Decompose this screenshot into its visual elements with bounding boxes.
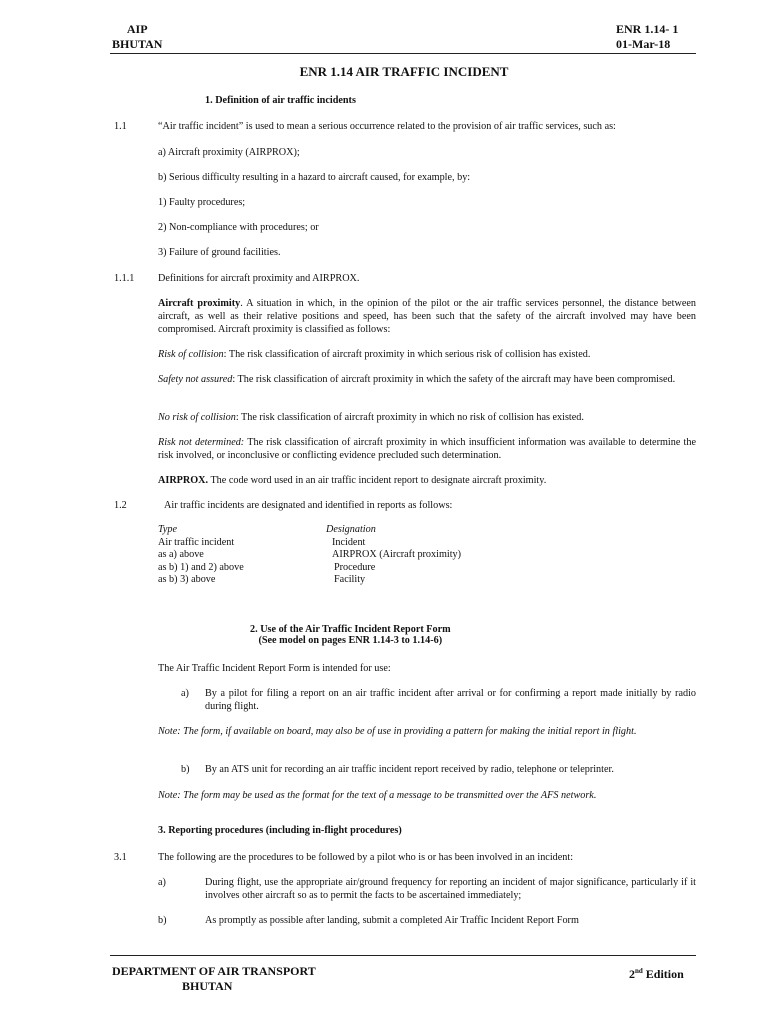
table-header-row [158, 524, 461, 537]
term-airprox: AIRPROX. [158, 475, 209, 486]
footer-rule [110, 955, 696, 956]
term-no-risk-of-collision: No risk of collision [158, 412, 236, 423]
header-date: 01-Mar-18 [616, 37, 671, 51]
item-2: 2) Non-compliance with procedures; or [158, 222, 319, 233]
section2-note2-text: Note: The form may be used as the format for the text of a message to be transmitted over the AFS network. [158, 790, 597, 801]
table-row [158, 562, 461, 575]
para-num-1-1: 1.1 [114, 121, 127, 132]
para-3-1: The following are the procedures to be followed by a pilot who is or has been involved in an incident: [158, 852, 574, 863]
footer-left [112, 964, 316, 994]
para-num-1-1-1: 1.1.1 [114, 273, 135, 284]
term-safety-not-assured: Safety not assured [158, 374, 233, 385]
section2-a-text: By a pilot for filing a report on an air traffic incident after arrival or for confirming a report made initially by radio during flight. [205, 688, 696, 712]
section2-heading-line1: 2. Use of the Air Traffic Incident Report Form [250, 624, 451, 635]
def-no-risk-of-collision [158, 411, 696, 424]
item-1: 1) Faulty procedures; [158, 197, 246, 208]
def-risk-not-determined [158, 436, 696, 462]
section2-note1 [158, 725, 696, 738]
term-risk-not-determined: Risk not determined: [158, 437, 245, 448]
section2-note1-text: Note: The form, if available on board, may also be of use in providing a pattern for making the initial report in flight. [158, 726, 637, 737]
table-cell-type: as a) above [158, 549, 204, 561]
header-rule [110, 53, 696, 54]
footer-edition-word: Edition [642, 967, 684, 981]
footer-edition [629, 964, 684, 982]
table-cell-type: as b) 3) above [158, 574, 216, 586]
table-cell-designation: Facility [334, 574, 366, 586]
item-b: b) Serious difficulty resulting in a hazard to aircraft caused, for example, by: [158, 172, 471, 183]
text-safety-not-assured: : The risk classification of aircraft proximity in which the safety of the aircraft may have been compromised. [232, 374, 676, 385]
footer-department: DEPARTMENT OF AIR TRANSPORT [112, 964, 316, 978]
section3-heading: 3. Reporting procedures (including in-flight procedures) [158, 825, 402, 836]
table-row [158, 549, 461, 562]
header-page-ref: ENR 1.14- 1 [616, 22, 679, 36]
section2-note2 [158, 789, 696, 802]
table-cell-designation: Incident [332, 536, 366, 548]
section2-heading-line2: (See model on pages ENR 1.14-3 to 1.14-6) [258, 635, 443, 646]
footer-edition-number: 2 [629, 967, 635, 981]
section3-a-label: a) [158, 877, 166, 888]
def-airprox [158, 474, 696, 487]
def-safety-not-assured [158, 373, 696, 386]
section3-b-label: b) [158, 915, 167, 926]
section3-b-text: As promptly as possible after landing, submit a completed Air Traffic Incident Report Form [205, 915, 579, 926]
header-left [112, 22, 162, 52]
para-1-1-1: Definitions for aircraft proximity and AIRPROX. [158, 273, 360, 284]
item-a: a) Aircraft proximity (AIRPROX); [158, 147, 300, 158]
para-1-2: Air traffic incidents are designated and identified in reports as follows: [164, 500, 453, 511]
term-aircraft-proximity: Aircraft proximity [158, 298, 241, 309]
footer-edition-suffix: nd [635, 967, 643, 975]
def-aircraft-proximity [158, 297, 696, 336]
term-risk-of-collision: Risk of collision [158, 349, 224, 360]
table-cell-type: Air traffic incident [158, 536, 235, 548]
header-right [616, 22, 678, 52]
table-row [158, 537, 461, 550]
section2-a-label: a) [181, 688, 189, 699]
para-num-3-1: 3.1 [114, 852, 127, 863]
text-aircraft-proximity: . A situation in which, in the opinion of the pilot or the air traffic services personnel, the distance between aircraft, as well as their relative positions and speed, has been such that the safety of the aircraft involved may have been compromised. Aircraft proximity is classified as follows: [158, 298, 696, 335]
section3-a-text: During flight, use the appropriate air/ground frequency for reporting an incident of major significance, particularly if it involves other aircraft so as to permit the facts to be ascertained immediately; [205, 877, 696, 901]
section2-b-text: By an ATS unit for recording an air traffic incident report received by radio, telephone or teleprinter. [205, 764, 614, 775]
table-row [158, 574, 461, 587]
para-1-1: “Air traffic incident” is used to mean a serious occurrence related to the provision of air traffic services, such as: [158, 121, 616, 132]
section2-b-label: b) [181, 764, 190, 775]
text-risk-of-collision: : The risk classification of aircraft proximity in which serious risk of collision has existed. [223, 349, 591, 360]
page-title: ENR 1.14 AIR TRAFFIC INCIDENT [299, 64, 509, 79]
table-cell-designation: Procedure [334, 561, 376, 573]
table-cell-designation: AIRPROX (Aircraft proximity) [332, 549, 462, 561]
def-risk-of-collision [158, 348, 696, 361]
footer-country: BHUTAN [182, 979, 233, 993]
section2-heading [250, 624, 451, 646]
text-no-risk-of-collision: : The risk classification of aircraft proximity in which no risk of collision has existed. [235, 412, 584, 423]
header-country: BHUTAN [112, 37, 163, 51]
para-num-1-2: 1.2 [114, 500, 127, 511]
text-airprox: The code word used in an air traffic incident report to designate aircraft proximity. [208, 475, 547, 486]
table-header-type: Type [158, 524, 178, 535]
section1-heading: 1. Definition of air traffic incidents [205, 95, 356, 106]
table-header-designation: Designation [326, 524, 376, 535]
text-risk-not-determined: The risk classification of aircraft proximity in which insufficient information was available to determine the risk involved, or inconclusive or conflicting evidence precluded such determination. [158, 437, 696, 461]
item-3: 3) Failure of ground facilities. [158, 247, 281, 258]
header-aip: AIP [126, 22, 148, 36]
designation-table [158, 524, 461, 587]
section2-intro: The Air Traffic Incident Report Form is intended for use: [158, 663, 391, 674]
table-cell-type: as b) 1) and 2) above [158, 561, 244, 573]
